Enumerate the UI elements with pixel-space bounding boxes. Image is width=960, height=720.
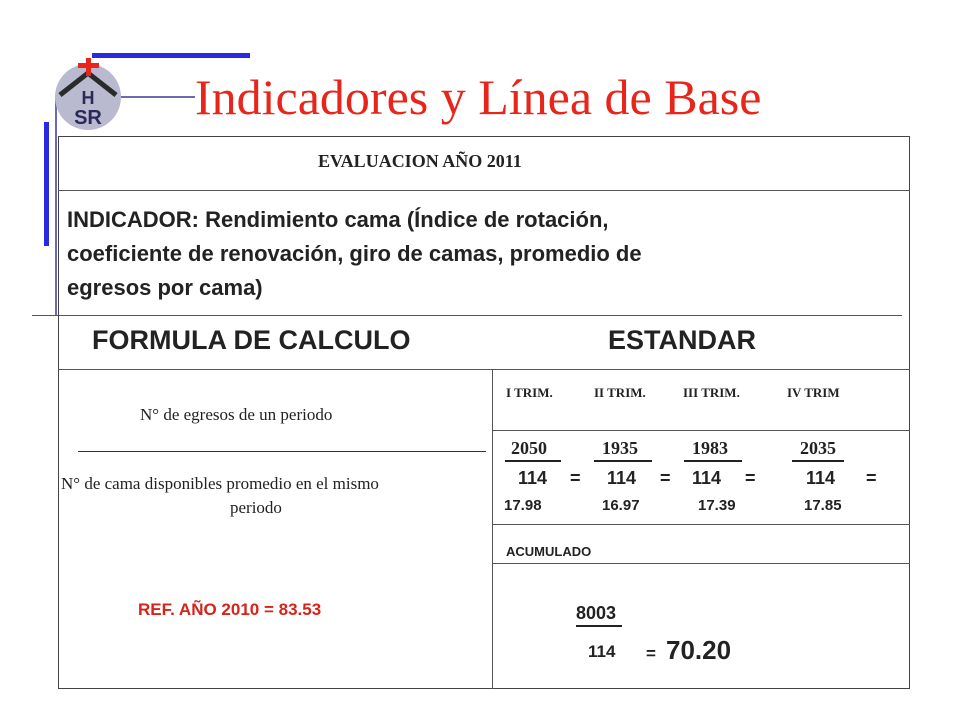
formula-denominator-line-2: periodo bbox=[230, 498, 282, 517]
row-divider-1 bbox=[58, 190, 910, 191]
quarter-result-4: 17.85 bbox=[804, 497, 842, 514]
quarter-label-4: IV TRIM bbox=[787, 385, 840, 400]
quarter-label-3: III TRIM. bbox=[683, 385, 740, 400]
quarter-denominator-3: 114 bbox=[692, 468, 722, 488]
standard-heading: ESTANDAR bbox=[608, 325, 756, 355]
evaluation-header: EVALUACION AÑO 2011 bbox=[318, 151, 522, 171]
row-divider-3 bbox=[58, 369, 910, 370]
quarter-result-2: 16.97 bbox=[602, 497, 640, 514]
quarter-denominator-1: 114 bbox=[518, 468, 548, 488]
quarter-result-3: 17.39 bbox=[698, 497, 736, 514]
logo-h: H bbox=[81, 88, 95, 108]
indicator-line-3: egresos por cama) bbox=[67, 275, 263, 300]
quarter-equals-3: = bbox=[745, 468, 756, 488]
formula-denominator-line-1: N° de cama disponibles promedio en el mismo bbox=[61, 474, 379, 493]
quarter-label-2: II TRIM. bbox=[594, 385, 646, 400]
indicator-line-1: INDICADOR: Rendimiento cama (Índice de rotación, bbox=[67, 207, 609, 232]
reference-value: REF. AÑO 2010 = 83.53 bbox=[138, 600, 322, 619]
page-title: Indicadores y Línea de Base bbox=[195, 69, 762, 125]
accumulated-equals: = bbox=[646, 644, 656, 663]
quarter-label-1: I TRIM. bbox=[506, 385, 553, 400]
formula-heading: FORMULA DE CALCULO bbox=[92, 325, 411, 355]
quarter-numerator-2: 1935 bbox=[594, 438, 652, 462]
accumulated-numerator: 8003 bbox=[576, 603, 622, 627]
quarter-result-1: 17.98 bbox=[504, 497, 542, 514]
quarter-denominator-4: 114 bbox=[806, 468, 836, 488]
quarter-equals-4: = bbox=[866, 468, 877, 488]
quarter-row-divider-1 bbox=[492, 430, 910, 431]
quarter-numerator-3: 1983 bbox=[684, 438, 742, 462]
accumulated-denominator: 114 bbox=[588, 642, 616, 661]
hospital-logo bbox=[48, 55, 128, 135]
quarter-numerator-4: 2035 bbox=[792, 438, 844, 462]
logo-sr: SR bbox=[74, 107, 102, 129]
formula-numerator: N° de egresos de un periodo bbox=[140, 405, 333, 424]
quarter-numerator-1: 2050 bbox=[505, 438, 561, 462]
quarter-equals-2: = bbox=[660, 468, 671, 488]
quarter-equals-1: = bbox=[570, 468, 581, 488]
formula-fraction-bar bbox=[78, 451, 486, 452]
quarter-denominator-2: 114 bbox=[607, 468, 637, 488]
column-divider bbox=[492, 369, 493, 689]
quarter-row-divider-3 bbox=[492, 563, 910, 564]
accumulated-result: 70.20 bbox=[666, 635, 732, 665]
hsr-logo-icon bbox=[48, 55, 128, 135]
accumulated-label: ACUMULADO bbox=[506, 544, 592, 559]
decor-bar-left bbox=[44, 122, 49, 246]
quarter-row-divider-2 bbox=[492, 524, 910, 525]
indicator-line-2: coeficiente de renovación, giro de camas, promedio de bbox=[67, 241, 642, 266]
